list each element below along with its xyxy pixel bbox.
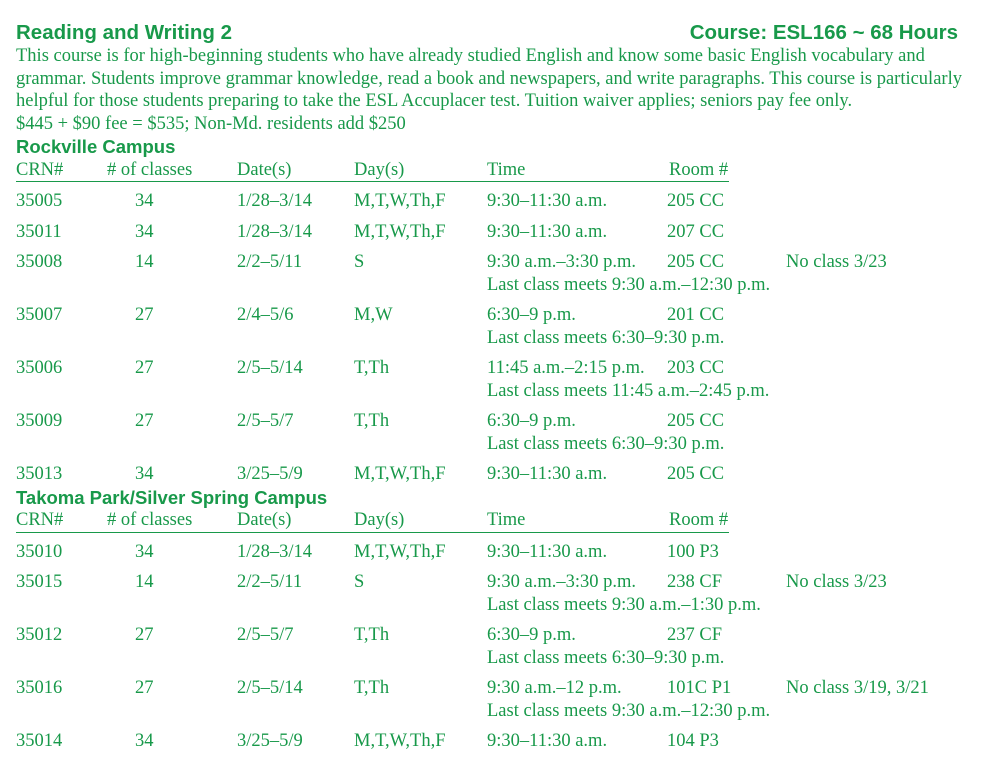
time-cell: 9:30–11:30 a.m. [487, 221, 608, 242]
crn-header: CRN# [16, 510, 64, 530]
campus-heading: Rockville Campus [16, 136, 176, 157]
last-class-note: Last class meets 9:30 a.m.–12:30 p.m. [487, 700, 771, 721]
note-cell: No class 3/23 [786, 572, 887, 592]
campus-section-rockville [16, 136, 958, 486]
schedule-row [16, 533, 958, 564]
time-header: Time [487, 159, 526, 180]
last-class-note: Last class meets 9:30 a.m.–12:30 p.m. [487, 274, 771, 295]
room-cell: 101C P1 [667, 678, 732, 698]
crn-cell: 35009 [16, 411, 63, 431]
schedule-row [16, 349, 958, 402]
classes-count-cell: 14 [135, 252, 154, 272]
schedule-row [16, 213, 958, 244]
schedule-row [16, 182, 958, 213]
time-cell: 6:30–9 p.m. [487, 305, 576, 325]
time-cell: 9:30 a.m.–12 p.m. [487, 678, 622, 698]
dates-cell: 2/5–5/14 [237, 358, 303, 378]
last-class-note: Last class meets 6:30–9:30 p.m. [487, 433, 725, 454]
days-cell: T,Th [354, 358, 390, 378]
schedule-rows [16, 533, 958, 753]
campus-section-takoma-park [16, 487, 958, 753]
classes-count-header: # of classes [107, 159, 193, 180]
days-cell: S [354, 252, 365, 272]
dates-cell: 1/28–3/14 [237, 221, 313, 242]
schedule-column-header [16, 159, 729, 183]
crn-cell: 35012 [16, 625, 63, 645]
crn-cell: 35015 [16, 572, 63, 592]
schedule-row [16, 616, 958, 669]
dates-cell: 1/28–3/14 [237, 191, 313, 211]
time-cell: 6:30–9 p.m. [487, 625, 576, 645]
days-cell: M,T,W,Th,F [354, 221, 446, 242]
time-cell: 9:30–11:30 a.m. [487, 464, 608, 484]
classes-count-header: # of classes [107, 510, 193, 530]
crn-cell: 35007 [16, 305, 63, 325]
room-cell: 203 CC [667, 358, 725, 378]
last-class-note: Last class meets 6:30–9:30 p.m. [487, 327, 725, 348]
days-header: Day(s) [354, 159, 405, 180]
dates-cell: 2/2–5/11 [237, 252, 303, 272]
dates-header: Date(s) [237, 159, 292, 180]
schedule-row [16, 243, 958, 296]
crn-cell: 35016 [16, 678, 63, 698]
classes-count-cell: 27 [135, 411, 154, 431]
dates-cell: 2/4–5/6 [237, 305, 294, 325]
dates-header: Date(s) [237, 510, 292, 530]
description-line: This course is for high-beginning students who have already studied English and know some basic English vocabulary and [16, 46, 925, 66]
days-cell: M,T,W,Th,F [354, 464, 446, 484]
course-description [16, 45, 962, 135]
description-line: helpful for those students preparing to take the ESL Accuplacer test. Tuition waiver applies; seniors pay fee only. [16, 91, 853, 111]
description-line: grammar. Students improve grammar knowledge, read a book and newspapers, and write paragraphs. This course is particularly [16, 68, 962, 89]
days-cell: M,W [354, 305, 393, 325]
crn-cell: 35010 [16, 541, 63, 562]
classes-count-cell: 34 [135, 541, 154, 562]
schedule-row [16, 455, 958, 486]
dates-cell: 3/25–5/9 [237, 731, 303, 751]
dates-cell: 2/5–5/7 [237, 411, 294, 431]
time-cell: 9:30 a.m.–3:30 p.m. [487, 252, 637, 272]
crn-header: CRN# [16, 159, 64, 180]
classes-count-cell: 34 [135, 191, 154, 211]
classes-count-cell: 34 [135, 464, 154, 484]
time-cell: 6:30–9 p.m. [487, 411, 576, 431]
last-class-note: Last class meets 9:30 a.m.–1:30 p.m. [487, 594, 761, 615]
room-cell: 205 CC [667, 191, 725, 211]
classes-count-cell: 34 [135, 221, 154, 242]
classes-count-cell: 14 [135, 572, 154, 592]
dates-cell: 3/25–5/9 [237, 464, 303, 484]
note-cell: No class 3/19, 3/21 [786, 678, 929, 698]
dates-cell: 2/5–5/7 [237, 625, 294, 645]
crn-cell: 35006 [16, 358, 63, 378]
schedule-rows [16, 182, 958, 486]
days-cell: S [354, 572, 365, 592]
time-header: Time [487, 510, 526, 530]
room-cell: 205 CC [667, 411, 725, 431]
dates-cell: 1/28–3/14 [237, 541, 313, 562]
schedule-row [16, 669, 958, 722]
campus-heading: Takoma Park/Silver Spring Campus [16, 486, 328, 508]
time-cell: 9:30 a.m.–3:30 p.m. [487, 572, 637, 592]
crn-cell: 35008 [16, 252, 63, 272]
days-cell: M,T,W,Th,F [354, 731, 446, 751]
schedule-row [16, 296, 958, 349]
room-cell: 237 CF [667, 625, 723, 645]
crn-cell: 35005 [16, 191, 63, 211]
crn-cell: 35013 [16, 464, 63, 484]
room-cell: 104 P3 [667, 731, 719, 751]
room-cell: 205 CC [667, 252, 725, 272]
days-cell: T,Th [354, 625, 390, 645]
crn-cell: 35011 [16, 221, 62, 242]
course-code-hours: Course: ESL166 ~ 68 Hours [689, 21, 958, 44]
days-cell: M,T,W,Th,F [354, 541, 446, 562]
crn-cell: 35014 [16, 731, 63, 751]
time-cell: 9:30–11:30 a.m. [487, 731, 608, 751]
course-title-bar [16, 21, 958, 45]
course-listing-page [16, 0, 962, 753]
last-class-note: Last class meets 11:45 a.m.–2:45 p.m. [487, 380, 770, 401]
classes-count-cell: 27 [135, 678, 154, 698]
room-cell: 207 CC [667, 221, 725, 242]
course-title: Reading and Writing 2 [16, 21, 233, 44]
classes-count-cell: 27 [135, 358, 154, 378]
classes-count-cell: 27 [135, 625, 154, 645]
schedule-column-header [16, 509, 729, 533]
days-cell: T,Th [354, 411, 390, 431]
room-header: Room # [669, 510, 729, 530]
room-cell: 238 CF [667, 572, 723, 592]
days-cell: M,T,W,Th,F [354, 191, 446, 211]
classes-count-cell: 27 [135, 305, 154, 325]
time-cell: 9:30–11:30 a.m. [487, 541, 608, 562]
schedule-row [16, 722, 958, 753]
dates-cell: 2/5–5/14 [237, 678, 303, 698]
note-cell: No class 3/23 [786, 252, 887, 272]
days-cell: T,Th [354, 678, 390, 698]
last-class-note: Last class meets 6:30–9:30 p.m. [487, 647, 725, 668]
room-header: Room # [669, 159, 729, 180]
room-cell: 205 CC [667, 464, 725, 484]
days-header: Day(s) [354, 510, 405, 530]
room-cell: 201 CC [667, 305, 725, 325]
time-cell: 9:30–11:30 a.m. [487, 191, 608, 211]
classes-count-cell: 34 [135, 731, 154, 751]
schedule-row [16, 563, 958, 616]
schedule-row [16, 402, 958, 455]
dates-cell: 2/2–5/11 [237, 572, 303, 592]
time-cell: 11:45 a.m.–2:15 p.m. [487, 358, 645, 378]
fee-line: $445 + $90 fee = $535; Non-Md. residents add $250 [16, 113, 406, 134]
room-cell: 100 P3 [667, 541, 719, 562]
